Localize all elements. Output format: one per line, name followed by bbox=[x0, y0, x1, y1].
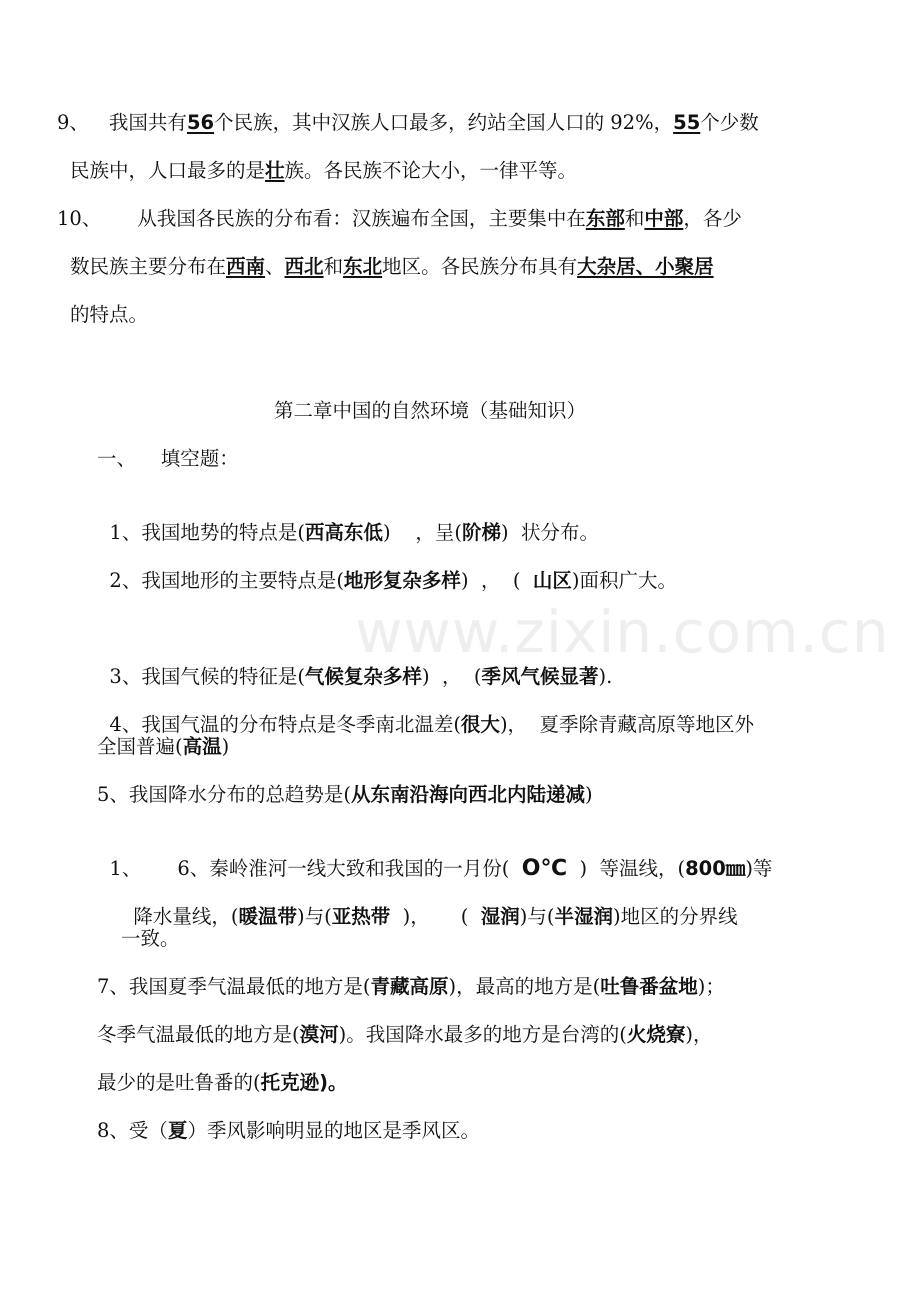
q10-number: 10、 bbox=[57, 207, 102, 230]
item-5: 5、我国降水分布的总趋势是(从东南沿海向西北内陆递减) bbox=[97, 783, 593, 806]
item-2: 2、我国地形的主要特点是(地形复杂多样) ， ( 山区)面积广大。 bbox=[109, 569, 677, 592]
answer-55: 55 bbox=[673, 111, 701, 134]
answer-northwest: 西北 bbox=[284, 255, 324, 278]
item-1: 1、我国地势的特点是(西高东低) ，呈(阶梯) 状分布。 bbox=[109, 521, 599, 544]
item-7-line-1: 7、我国夏季气温最低的地方是(青藏高原)，最高的地方是(吐鲁番盆地)； bbox=[97, 975, 725, 998]
item-7-line-3: 最少的是吐鲁番的(托克逊)。 bbox=[97, 1071, 348, 1094]
q10-line-2: 数民族主要分布在西南、西北和东北地区。各民族分布具有大杂居、小聚居 bbox=[70, 255, 714, 278]
item-8: 8、受（夏）季风影响明显的地区是季风区。 bbox=[97, 1119, 480, 1142]
q9-line-2: 民族中，人口最多的是壮族。各民族不论大小，一律平等。 bbox=[70, 159, 578, 182]
item-6-line-3: 一致。 bbox=[121, 927, 180, 950]
answer-east: 东部 bbox=[585, 207, 625, 230]
item-6-line-1: 1、 6、秦岭淮河一线大致和我国的一月份( O℃ ) 等温线，(800㎜)等 bbox=[109, 856, 773, 881]
answer-56: 56 bbox=[186, 111, 215, 134]
answer-zhuang: 壮 bbox=[265, 159, 285, 182]
q9-line-1: 9、 我国共有56个民族，其中汉族人口最多，约站全国人口的 92%，55个少数 bbox=[57, 111, 759, 134]
answer-central: 中部 bbox=[644, 207, 684, 230]
q10-line-3: 的特点。 bbox=[70, 303, 149, 326]
watermark: www.zixin.com.cn bbox=[355, 598, 890, 666]
item-7-line-2: 冬季气温最低的地方是(漠河)。我国降水最多的地方是台湾的(火烧寮)， bbox=[97, 1023, 713, 1046]
answer-distribution: 大杂居、小聚居 bbox=[577, 255, 714, 278]
item-6-line-2: 降水量线，(暖温带)与(亚热带 )， ( 湿润)与(半湿润)地区的分界线 bbox=[133, 905, 738, 928]
item-4-line-1: 4、我国气温的分布特点是冬季南北温差(很大)， 夏季除青藏高原等地区外 bbox=[109, 713, 754, 736]
answer-northeast: 东北 bbox=[343, 255, 383, 278]
q9-number: 9、 bbox=[57, 111, 89, 134]
item-4-line-2: 全国普遍(高温) bbox=[97, 735, 230, 758]
item-3: 3、我国气候的特征是(气候复杂多样) ， (季风气候显著). bbox=[109, 665, 613, 688]
q10-line-1: 10、 从我国各民族的分布看：汉族遍布全国，主要集中在东部和中部，各少 bbox=[57, 207, 742, 230]
section-heading: 一、 填空题： bbox=[97, 447, 239, 470]
answer-southwest: 西南 bbox=[226, 255, 266, 278]
chapter-title: 第二章中国的自然环境（基础知识） bbox=[274, 399, 587, 422]
